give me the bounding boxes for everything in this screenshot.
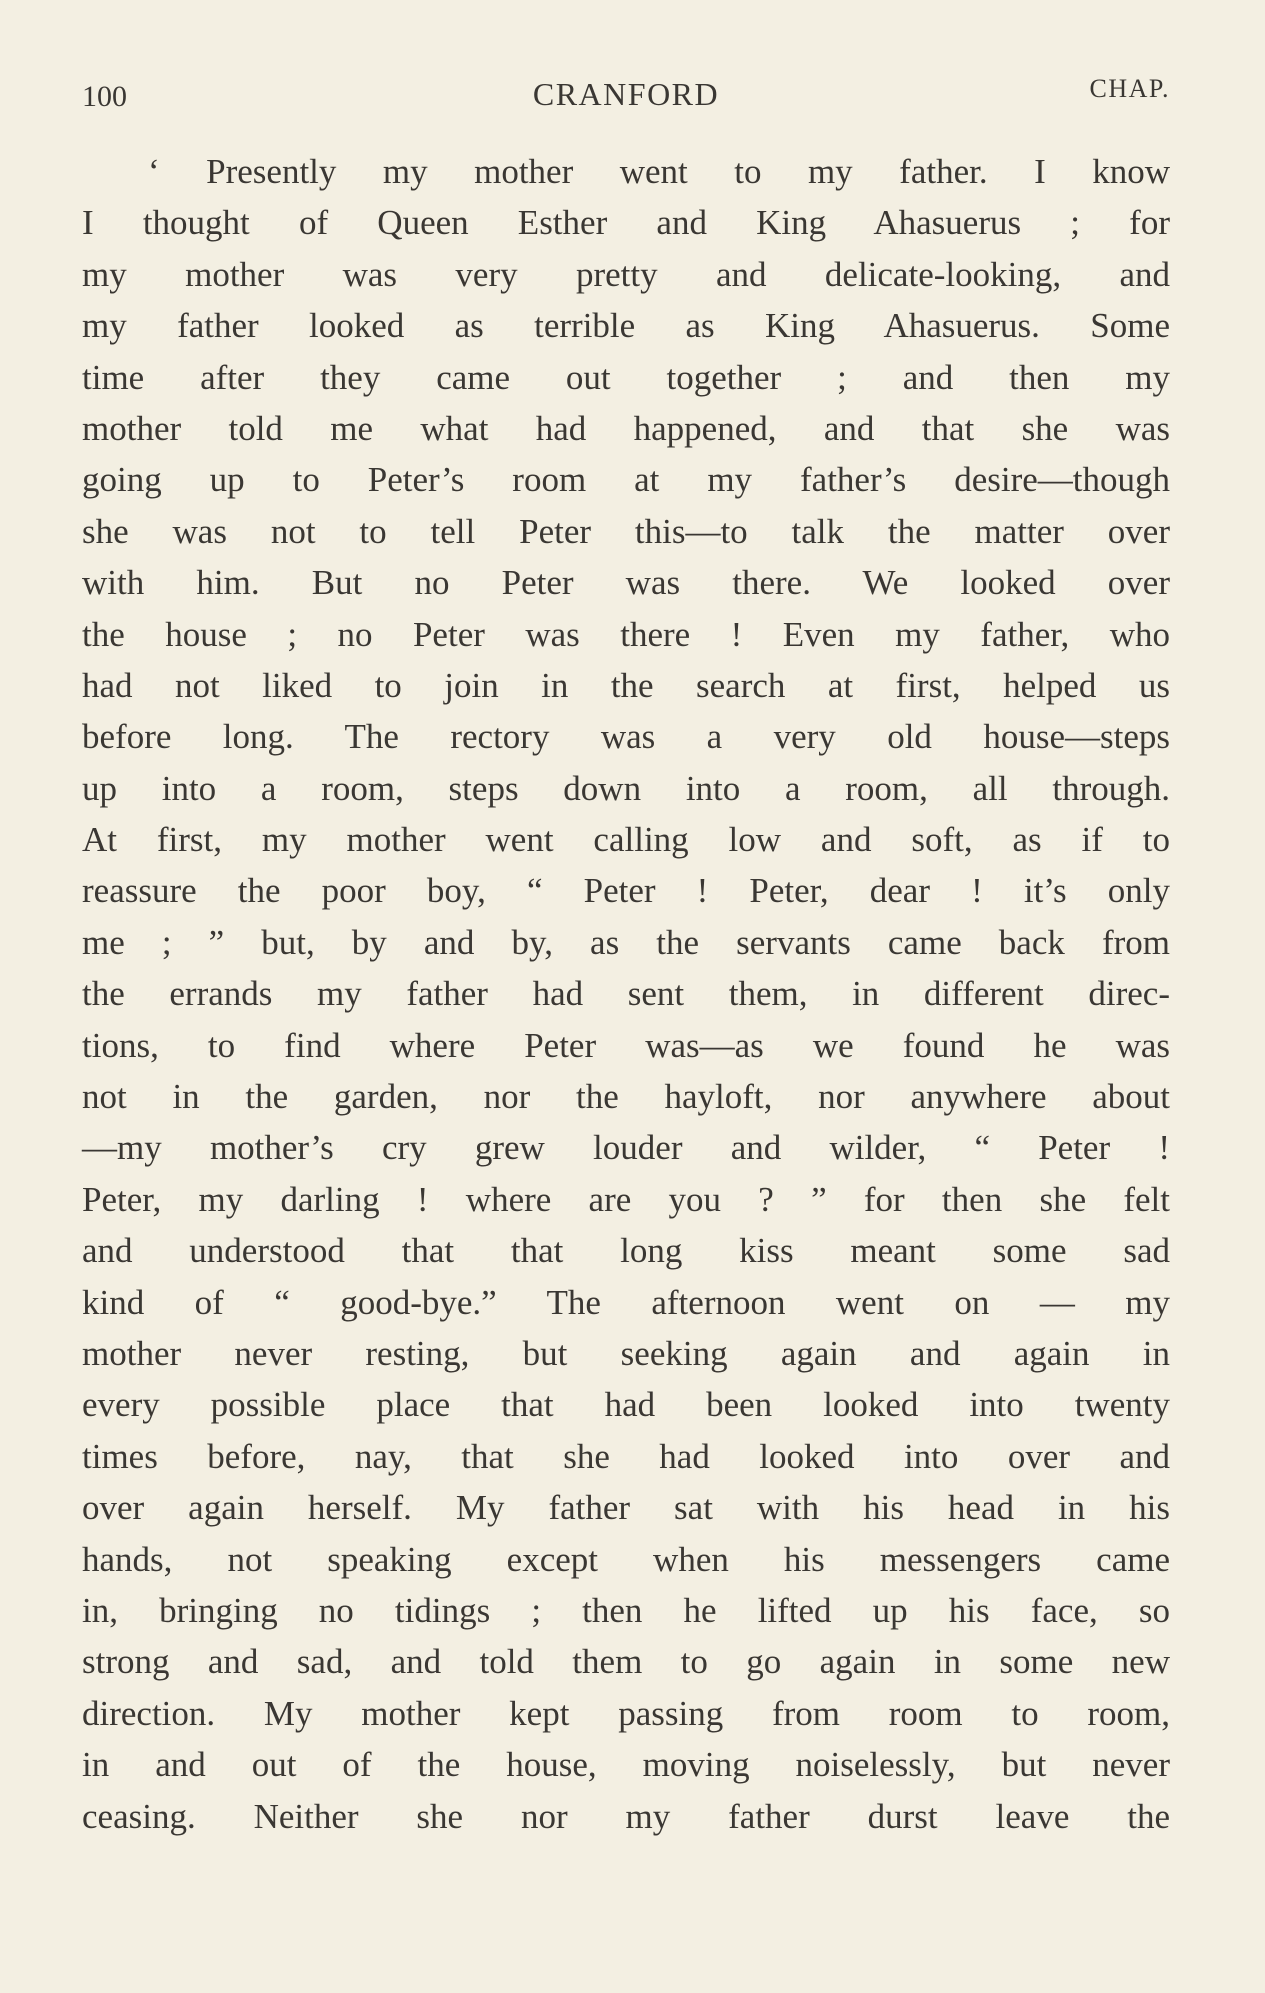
text-line: ceasing. Neither she nor my father durst leave the: [82, 1796, 1170, 1836]
text-line: and understood that that long kiss meant some sad: [82, 1231, 1170, 1271]
text-line: me ; ” but, by and by, as the servants came back from: [82, 922, 1170, 962]
text-line: I thought of Queen Esther and King Ahasuerus ; for: [82, 203, 1170, 243]
text-line: time after they came out together ; and then my: [82, 357, 1170, 397]
text-line: going up to Peter’s room at my father’s desire—though: [82, 460, 1170, 500]
text-line: ‘ Presently my mother went to my father. I know: [148, 152, 1170, 191]
text-line: up into a room, steps down into a room, all through.: [82, 768, 1170, 808]
book-title: CRANFORD: [532, 76, 720, 112]
text-line: times before, nay, that she had looked into over and: [82, 1436, 1170, 1476]
text-line: over again herself. My father sat with his head in his: [82, 1488, 1170, 1528]
text-line: with him. But no Peter was there. We looked over: [82, 563, 1170, 603]
text-line: reassure the poor boy, “ Peter ! Peter, dear ! it’s only: [82, 871, 1170, 911]
text-line: the house ; no Peter was there ! Even my father, who: [82, 614, 1170, 654]
page-number: 100: [82, 80, 127, 113]
text-line: tions, to find where Peter was—as we found he was: [82, 1025, 1170, 1065]
text-line: strong and sad, and told them to go again in some new: [82, 1642, 1170, 1682]
chapter-mark: CHAP.: [1089, 74, 1170, 103]
text-line: —my mother’s cry grew louder and wilder, “ Peter !: [82, 1128, 1170, 1168]
text-line: my mother was very pretty and delicate-looking, and: [82, 254, 1170, 294]
text-line: not in the garden, nor the hayloft, nor anywhere about: [82, 1077, 1170, 1117]
text-line: before long. The rectory was a very old house—steps: [82, 717, 1170, 757]
text-line: she was not to tell Peter this—to talk the matter over: [82, 511, 1170, 551]
text-line: hands, not speaking except when his messengers came: [82, 1539, 1170, 1579]
text-line: mother told me what had happened, and that she was: [82, 408, 1170, 448]
text-line: in and out of the house, moving noiselessly, but never: [82, 1745, 1170, 1785]
text-line: mother never resting, but seeking again and again in: [82, 1333, 1170, 1373]
text-line: had not liked to join in the search at first, helped us: [82, 665, 1170, 705]
text-line: in, bringing no tidings ; then he lifted up his face, so: [82, 1590, 1170, 1630]
text-line: direction. My mother kept passing from room to room,: [82, 1693, 1170, 1733]
text-line: At first, my mother went calling low and soft, as if to: [82, 820, 1170, 860]
running-head: [82, 74, 1170, 118]
text-line: the errands my father had sent them, in different direc-: [82, 974, 1170, 1014]
text-line: every possible place that had been looked into twenty: [82, 1385, 1170, 1425]
text-line: kind of “ good-bye.” The afternoon went on — my: [82, 1282, 1170, 1322]
body-text: [82, 146, 1170, 1842]
text-line: Peter, my darling ! where are you ? ” for then she felt: [82, 1179, 1170, 1219]
text-line: my father looked as terrible as King Ahasuerus. Some: [82, 306, 1170, 346]
